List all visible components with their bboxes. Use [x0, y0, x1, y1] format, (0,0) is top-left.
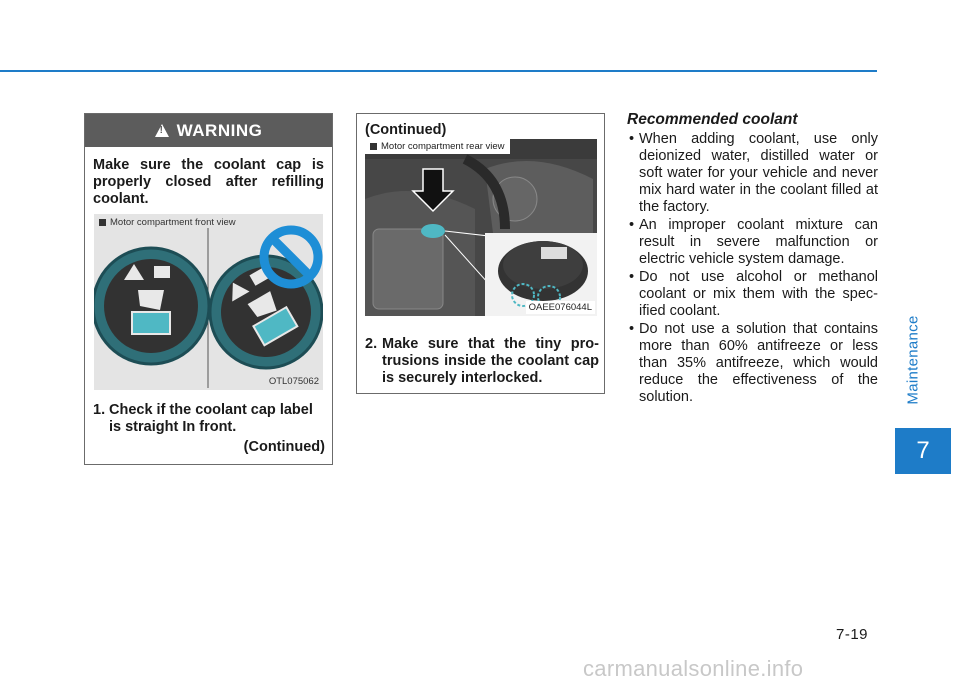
- list-item: • Do not use a solution that contains more than 60% antifreeze or less than 35% antifreeze, which would reduce the effectiveness of the solution.: [627, 321, 878, 406]
- section-label: [893, 290, 933, 430]
- motor-compartment-rear-figure: [365, 139, 597, 316]
- continued-box: [356, 113, 605, 394]
- continued-label: (Continued): [243, 439, 325, 455]
- page-number: 7-19: [836, 626, 869, 643]
- step-2-number: 2.: [365, 336, 378, 352]
- figure-code: OTL075062: [268, 376, 319, 387]
- warning-triangle-icon: [155, 124, 169, 137]
- list-item: • An improper coolant mixture can result in severe malfunction or electric vehicle system damage.: [627, 217, 878, 268]
- warning-header: [85, 114, 332, 147]
- warning-intro: Make sure the coolant cap is properly closed after refilling coolant.: [93, 157, 324, 207]
- step-1: [93, 402, 325, 456]
- list-item: • When adding coolant, use only deionized water, distilled water or soft water for your vehicle and never mix hard water in the coolant filled at the factory.: [627, 131, 878, 216]
- recommended-coolant-heading: Recommended coolant: [627, 111, 798, 128]
- top-rule: [0, 70, 877, 72]
- coolant-cap-front-figure: [94, 214, 323, 390]
- figure-code: OAEE076044L: [526, 301, 595, 314]
- figure-caption-text: Motor compartment front view: [110, 217, 236, 228]
- step-1-number: 1.: [93, 402, 106, 418]
- watermark: carmanualsonline.info: [583, 656, 804, 681]
- prohibited-icon: [258, 224, 324, 290]
- step-1-text: Check if the coolant cap label is straight In front.: [109, 402, 313, 435]
- chapter-tab: 7: [895, 428, 951, 474]
- recommended-coolant-list: [627, 131, 878, 407]
- motor-compartment-illustration: [365, 139, 597, 316]
- section-label-text: Maintenance: [904, 315, 922, 405]
- step-2-text: Make sure that the tiny pro-trusions inside the coolant cap is securely interlocked.: [382, 336, 599, 386]
- list-item: • Do not use alcohol or methanol coolant or mix them with the spec-ified coolant.: [627, 269, 878, 320]
- continued-title: (Continued): [365, 122, 447, 138]
- figure-caption: [365, 139, 510, 154]
- caption-square-icon: [99, 219, 106, 226]
- figure-caption: [99, 217, 236, 228]
- figure-caption-text: Motor compartment rear view: [381, 141, 505, 152]
- caption-square-icon: [370, 143, 377, 150]
- warning-header-text: WARNING: [176, 120, 263, 140]
- step-2: [365, 336, 599, 387]
- warning-box: [84, 113, 333, 465]
